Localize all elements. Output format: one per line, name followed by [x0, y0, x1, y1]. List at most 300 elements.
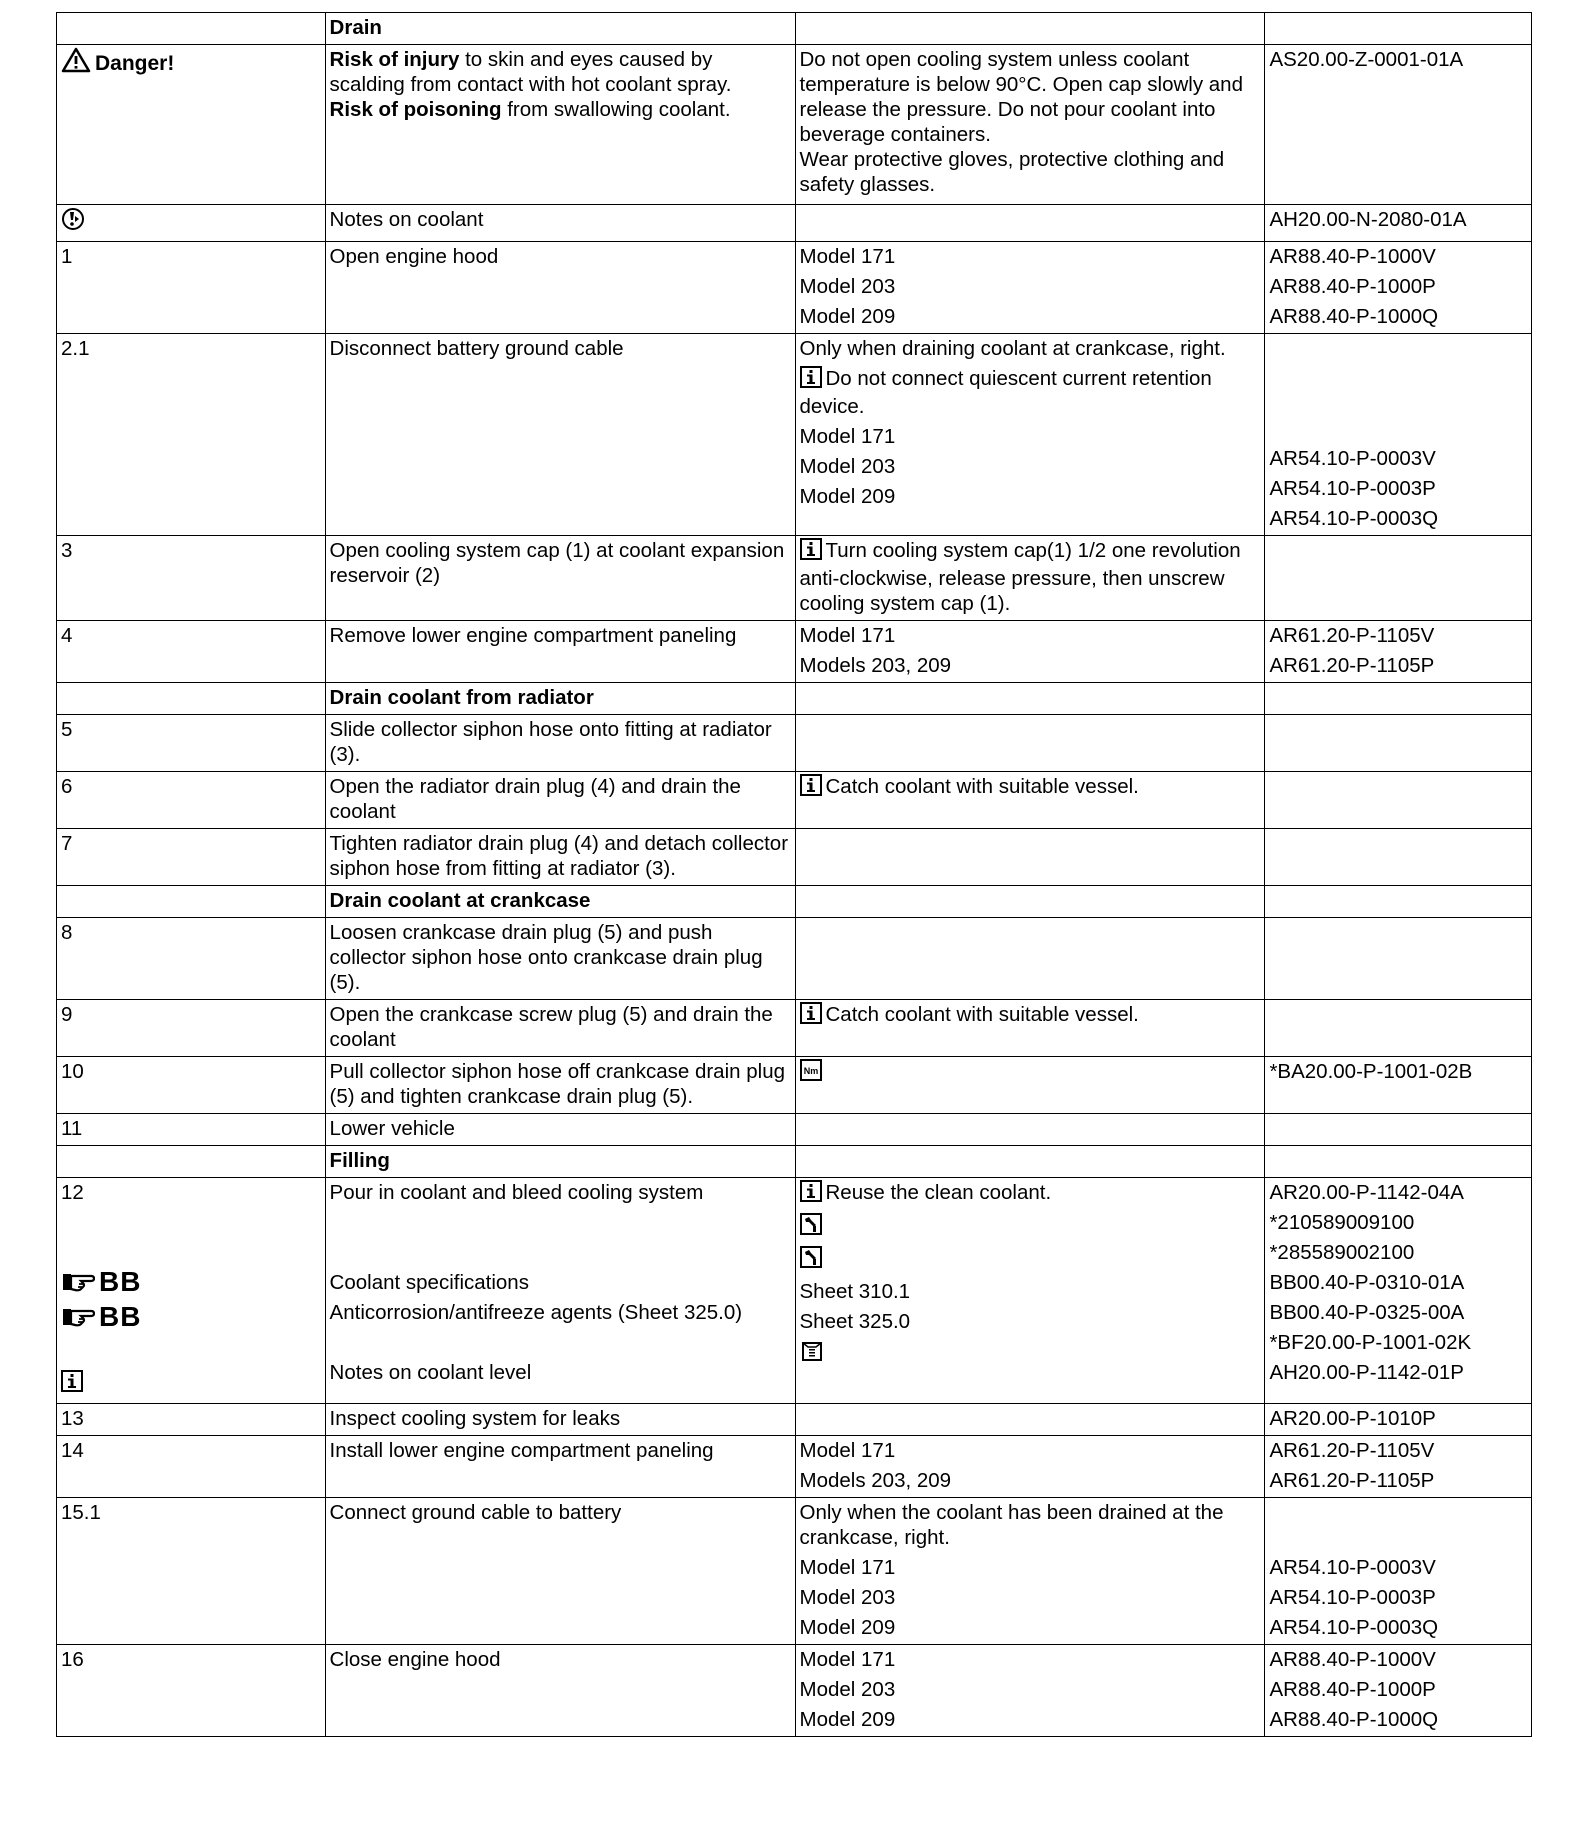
note-line — [800, 1555, 1261, 1580]
step-row — [57, 536, 1532, 621]
note-text: Sheet 325.0 — [799, 1310, 911, 1333]
section-title: Filling — [329, 1149, 390, 1172]
reference-cell — [1265, 242, 1532, 334]
info-icon — [800, 366, 822, 394]
step-number: 9 — [61, 1003, 73, 1026]
note-cell — [795, 829, 1265, 886]
note-text: Model 203 — [799, 275, 896, 298]
step-row — [57, 829, 1532, 886]
note-cell — [795, 205, 1265, 242]
note-line — [800, 623, 1261, 648]
note-line — [800, 1246, 1261, 1274]
reference-line — [1269, 1585, 1527, 1610]
reference-code: AR61.20-P-1105P — [1269, 654, 1435, 677]
note-text: Models 203, 209 — [799, 1469, 952, 1492]
step-row — [57, 1498, 1532, 1645]
note-text: Only when the coolant has been drained at the crankcase, right. — [799, 1501, 1224, 1549]
note-cell — [795, 1178, 1265, 1404]
note-cell — [795, 1645, 1265, 1737]
reference-cell — [1265, 205, 1532, 242]
note-line — [800, 653, 1261, 678]
note-text: Model 171 — [799, 624, 896, 647]
action-cell — [325, 715, 795, 772]
note-line — [800, 1585, 1261, 1610]
section-row — [57, 1146, 1532, 1178]
spacer — [61, 1240, 321, 1265]
reference-cell — [1265, 13, 1532, 45]
step-number-cell — [57, 1114, 326, 1146]
notes-icon — [61, 207, 85, 237]
section-row — [57, 886, 1532, 918]
reference-code: AH20.00-N-2080-01A — [1269, 208, 1467, 231]
note-text: Only when draining coolant at crankcase, right. — [799, 337, 1226, 360]
note-text: Model 171 — [799, 245, 896, 268]
step-action: Tighten radiator drain plug (4) and detach collector siphon hose from fitting at radiator (3). — [329, 832, 789, 880]
step-number: 15.1 — [61, 1501, 101, 1524]
note-line — [800, 336, 1261, 361]
note-line — [800, 244, 1261, 269]
reference-line — [1269, 1210, 1527, 1235]
reference-line — [1269, 1677, 1527, 1702]
step-row — [57, 334, 1532, 536]
risk-poisoning-title: Risk of poisoning — [329, 98, 502, 121]
pointing-hand-icon — [61, 1268, 95, 1300]
reference-line — [1269, 1270, 1527, 1295]
note-cell — [795, 621, 1265, 683]
note-text: Models 203, 209 — [799, 654, 952, 677]
step-number-cell — [57, 918, 326, 1000]
reference-code: AR61.20-P-1105V — [1269, 1439, 1435, 1462]
step-number-cell — [57, 829, 326, 886]
step-number-cell — [57, 536, 326, 621]
spacer — [330, 1240, 791, 1265]
reference-cell — [1265, 683, 1532, 715]
step-action: Lower vehicle — [329, 1117, 455, 1140]
note-text: Model 171 — [799, 1648, 896, 1671]
note-cell — [795, 242, 1265, 334]
step-action: Open cooling system cap (1) at coolant expansion reservoir (2) — [329, 539, 785, 587]
risk-cell — [325, 45, 795, 205]
note-line — [800, 484, 1261, 509]
step-row — [57, 1404, 1532, 1436]
note-cell — [795, 1000, 1265, 1057]
sub-action: Coolant specifications — [329, 1271, 529, 1294]
step-row — [57, 1645, 1532, 1737]
note-text: Model 209 — [799, 1708, 896, 1731]
sub-marker — [61, 1267, 321, 1300]
reference-line — [1269, 1438, 1527, 1463]
reference-cell — [1265, 1498, 1532, 1645]
note-line — [800, 1468, 1261, 1493]
reference-code: AR61.20-P-1105V — [1269, 624, 1435, 647]
note-line — [800, 1309, 1261, 1334]
section-row — [57, 13, 1532, 45]
note-line — [800, 1002, 1261, 1030]
reference-code: AR88.40-P-1000Q — [1269, 305, 1439, 328]
reference-line — [1269, 391, 1527, 441]
sub-action: Anticorrosion/antifreeze agents (Sheet 325.0) — [329, 1301, 743, 1324]
reference-line — [1269, 1002, 1527, 1027]
note-text: Model 203 — [799, 1586, 896, 1609]
danger-note-ppe: Wear protective gloves, protective clothing and safety glasses. — [799, 148, 1225, 196]
step-number-cell — [57, 205, 326, 242]
info-icon — [800, 1002, 822, 1030]
reference-code: AS20.00-Z-0001-01A — [1269, 48, 1464, 71]
spacer — [330, 1210, 791, 1235]
action-cell — [325, 772, 795, 829]
note-cell — [795, 45, 1265, 205]
reference-cell — [1265, 1178, 1532, 1404]
step-row — [57, 1436, 1532, 1498]
note-cell — [795, 1404, 1265, 1436]
step-action: Pour in coolant and bleed cooling system — [329, 1181, 704, 1204]
reference-code: AR61.20-P-1105P — [1269, 1469, 1435, 1492]
action-cell — [325, 829, 795, 886]
step-number-cell — [57, 1498, 326, 1645]
sub-action-line — [330, 1270, 791, 1295]
reference-code: AR54.10-P-0003Q — [1269, 1616, 1439, 1639]
note-line — [800, 274, 1261, 299]
note-line — [800, 1059, 1261, 1087]
reference-line — [1269, 207, 1527, 232]
reference-line — [1269, 623, 1527, 648]
step-number-cell — [57, 334, 326, 536]
reference-line — [1269, 304, 1527, 329]
step-action: Pull collector siphon hose off crankcase drain plug (5) and tighten crankcase drain plug (5). — [329, 1060, 785, 1108]
reference-cell — [1265, 1146, 1532, 1178]
step-action: Inspect cooling system for leaks — [329, 1407, 621, 1430]
reference-cell — [1265, 1645, 1532, 1737]
reference-line — [1269, 1300, 1527, 1325]
reference-line — [1269, 1615, 1527, 1640]
reference-cell — [1265, 918, 1532, 1000]
reference-line — [1269, 653, 1527, 678]
reference-line — [1269, 1330, 1527, 1355]
danger-cell — [57, 45, 326, 205]
reference-line — [1269, 1406, 1527, 1431]
step-action: Close engine hood — [329, 1648, 501, 1671]
step-number: 11 — [61, 1117, 83, 1140]
step-number: 10 — [61, 1060, 84, 1083]
reference-code: AR54.10-P-0003V — [1269, 447, 1436, 470]
step-number: 5 — [61, 718, 73, 741]
reference-code: AR54.10-P-0003V — [1269, 1556, 1436, 1579]
note-cell — [795, 1146, 1265, 1178]
risk-injury-title: Risk of injury — [329, 48, 460, 71]
step-number: 12 — [61, 1181, 84, 1204]
section-title-cell — [325, 886, 795, 918]
step-row — [57, 205, 1532, 242]
bb-tag: BB — [99, 1266, 142, 1297]
reference-code: AR88.40-P-1000V — [1269, 245, 1436, 268]
note-text: Model 209 — [799, 1616, 896, 1639]
step-action: Connect ground cable to battery — [329, 1501, 622, 1524]
reference-line — [1269, 1360, 1527, 1385]
action-cell — [325, 1057, 795, 1114]
note-line — [800, 1677, 1261, 1702]
step-number-cell — [57, 621, 326, 683]
step-action: Open engine hood — [329, 245, 499, 268]
reference-line — [1269, 774, 1527, 799]
reference-line — [1269, 1500, 1527, 1550]
note-line — [800, 1213, 1261, 1241]
section-title: Drain coolant at crankcase — [329, 889, 591, 912]
reference-line — [1269, 244, 1527, 269]
step-row — [57, 715, 1532, 772]
step-number-cell — [57, 1645, 326, 1737]
section-title: Drain — [329, 16, 382, 39]
note-line — [800, 1339, 1261, 1369]
reference-code: AR20.00-P-1010P — [1269, 1407, 1436, 1430]
reference-cell — [1265, 772, 1532, 829]
reference-code: AR20.00-P-1142-04A — [1269, 1181, 1464, 1204]
reference-line — [1269, 476, 1527, 501]
danger-note: Do not open cooling system unless coolant temperature is below 90°C. Open cap slowly and release the pressure. Do not pour coolant into beverage containers. — [799, 48, 1243, 146]
note-text: Reuse the clean coolant. — [825, 1181, 1052, 1204]
note-text: Do not connect quiescent current retention device. — [799, 367, 1212, 418]
reference-code: *BA20.00-P-1001-02B — [1269, 1060, 1473, 1083]
action-cell — [325, 1178, 795, 1404]
step-number-cell — [57, 886, 326, 918]
note-cell — [795, 1436, 1265, 1498]
reference-line — [1269, 1240, 1527, 1265]
note-cell — [795, 536, 1265, 621]
step-number: 7 — [61, 832, 73, 855]
step-row — [57, 621, 1532, 683]
note-line — [800, 1615, 1261, 1640]
note-line — [800, 1500, 1261, 1550]
step-action: Install lower engine compartment paneling — [329, 1439, 714, 1462]
note-cell — [795, 1057, 1265, 1114]
reference-code: AR54.10-P-0003Q — [1269, 507, 1439, 530]
tool-icon — [800, 1213, 822, 1241]
step-action: Remove lower engine compartment paneling — [329, 624, 737, 647]
note-line — [800, 207, 1261, 232]
procedure-table — [56, 12, 1532, 1737]
sub-action-line — [330, 1360, 791, 1385]
action-cell — [325, 242, 795, 334]
spacer — [61, 1210, 321, 1235]
risk-poisoning-text: from swallowing coolant. — [507, 98, 731, 121]
reference-code: BB00.40-P-0310-01A — [1269, 1271, 1465, 1294]
note-line — [800, 1374, 1261, 1399]
note-line — [800, 366, 1261, 419]
info-icon — [800, 1180, 822, 1208]
step-number-cell — [57, 242, 326, 334]
svg-text:Nm: Nm — [803, 1066, 818, 1076]
step-number: 14 — [61, 1439, 84, 1462]
note-line — [800, 1707, 1261, 1732]
section-row — [57, 683, 1532, 715]
sub-marker — [61, 1340, 321, 1365]
step-number-cell — [57, 1057, 326, 1114]
risk-injury — [330, 47, 791, 97]
note-cell — [795, 1498, 1265, 1645]
reference-cell — [1265, 715, 1532, 772]
step-action: Loosen crankcase drain plug (5) and push collector siphon hose onto crankcase drain plug (5). — [329, 921, 763, 994]
step-number-cell — [57, 683, 326, 715]
reference-cell — [1265, 536, 1532, 621]
pointing-hand-icon — [61, 1303, 95, 1335]
note-text: Model 171 — [799, 425, 896, 448]
tool-icon — [800, 1246, 822, 1274]
sub-action-line — [330, 1330, 791, 1355]
sub-marker — [61, 1302, 321, 1335]
action-cell — [325, 334, 795, 536]
note-line — [800, 424, 1261, 449]
reference-cell — [1265, 621, 1532, 683]
reference-cell — [1265, 45, 1532, 205]
warning-icon — [61, 47, 91, 79]
torque-icon — [800, 1059, 822, 1087]
action-cell — [325, 1498, 795, 1645]
reference-code: AR88.40-P-1000P — [1269, 275, 1436, 298]
reference-code: *BF20.00-P-1001-02K — [1269, 1331, 1472, 1354]
reference-line — [1269, 1555, 1527, 1580]
step-number-cell — [57, 1404, 326, 1436]
action-cell — [325, 918, 795, 1000]
step-action: Slide collector siphon hose onto fitting at radiator (3). — [329, 718, 772, 766]
danger-label: Danger! — [95, 52, 175, 75]
note-cell — [795, 13, 1265, 45]
reference-line — [1269, 506, 1527, 531]
step-row — [57, 1114, 1532, 1146]
reference-line — [1269, 446, 1527, 471]
step-number: 8 — [61, 921, 73, 944]
note-text: Turn cooling system cap(1) 1/2 one revolution anti-clockwise, release pressure, then unscrew cooling system cap (1). — [799, 539, 1241, 615]
info-icon — [800, 774, 822, 802]
step-number: 1 — [61, 245, 73, 268]
reference-line — [1269, 336, 1527, 386]
reference-code: AR54.10-P-0003P — [1269, 477, 1436, 500]
note-line — [800, 774, 1261, 802]
note-line — [800, 1647, 1261, 1672]
reference-code: BB00.40-P-0325-00A — [1269, 1301, 1465, 1324]
action-cell — [325, 621, 795, 683]
sub-action-line — [330, 1300, 791, 1325]
reference-cell — [1265, 334, 1532, 536]
step-number-cell — [57, 13, 326, 45]
sub-marker — [61, 1370, 321, 1398]
step-number: 6 — [61, 775, 73, 798]
reference-cell — [1265, 1436, 1532, 1498]
note-cell — [795, 334, 1265, 536]
note-cell — [795, 886, 1265, 918]
info-icon — [61, 1370, 83, 1398]
sub-action: Notes on coolant level — [329, 1361, 532, 1384]
action-cell — [325, 1404, 795, 1436]
step-number: 4 — [61, 624, 73, 647]
action-cell — [325, 1645, 795, 1737]
reference-code: AR88.40-P-1000V — [1269, 1648, 1436, 1671]
reference-line — [1269, 1059, 1527, 1084]
note-line — [800, 1406, 1261, 1431]
note-cell — [795, 683, 1265, 715]
step-action: Disconnect battery ground cable — [329, 337, 624, 360]
note-text: Sheet 310.1 — [799, 1280, 911, 1303]
note-text: Model 171 — [799, 1439, 896, 1462]
step-row — [57, 242, 1532, 334]
bb-tag: BB — [99, 1301, 142, 1332]
reference-code: AR54.10-P-0003P — [1269, 1586, 1436, 1609]
note-line — [800, 304, 1261, 329]
step-row — [57, 918, 1532, 1000]
reference-cell — [1265, 1114, 1532, 1146]
reference-code: AR88.40-P-1000Q — [1269, 1708, 1439, 1731]
action-cell — [325, 1436, 795, 1498]
note-line — [800, 1279, 1261, 1304]
action-cell — [325, 1000, 795, 1057]
note-cell — [795, 715, 1265, 772]
action-cell — [325, 1114, 795, 1146]
note-text: Model 203 — [799, 1678, 896, 1701]
step-action: Open the radiator drain plug (4) and drain the coolant — [329, 775, 741, 823]
step-number: 2.1 — [61, 337, 90, 360]
reference-cell — [1265, 829, 1532, 886]
note-text: Catch coolant with suitable vessel. — [825, 775, 1139, 798]
action-cell — [325, 205, 795, 242]
step-number-cell — [57, 1436, 326, 1498]
reference-code: AR88.40-P-1000P — [1269, 1678, 1436, 1701]
step-number: 16 — [61, 1648, 84, 1671]
note-text: Model 171 — [799, 1556, 896, 1579]
capacity-icon — [800, 1339, 824, 1369]
note-line — [800, 454, 1261, 479]
step-action: Notes on coolant — [329, 208, 484, 231]
risk-injury-text: to skin and eyes caused by scalding from contact with hot coolant spray. — [329, 48, 732, 96]
reference-line — [1269, 1647, 1527, 1672]
step-number-cell — [57, 1000, 326, 1057]
step-number: 3 — [61, 539, 73, 562]
note-text: Model 209 — [799, 305, 896, 328]
section-title-cell — [325, 13, 795, 45]
info-icon — [800, 538, 822, 566]
note-line — [800, 1180, 1261, 1208]
action-cell — [325, 536, 795, 621]
reference-code: *285589002100 — [1269, 1241, 1415, 1264]
step-number: 13 — [61, 1407, 84, 1430]
reference-cell — [1265, 886, 1532, 918]
section-title: Drain coolant from radiator — [329, 686, 594, 709]
step-row — [57, 772, 1532, 829]
reference-line — [1269, 1468, 1527, 1493]
reference-line — [1269, 274, 1527, 299]
step-number-cell — [57, 772, 326, 829]
note-text: Catch coolant with suitable vessel. — [825, 1003, 1139, 1026]
step-row — [57, 1057, 1532, 1114]
note-cell — [795, 918, 1265, 1000]
note-line — [800, 1438, 1261, 1463]
reference-code: *210589009100 — [1269, 1211, 1415, 1234]
section-title-cell — [325, 683, 795, 715]
step-row — [57, 45, 1532, 205]
step-number-cell — [57, 1146, 326, 1178]
step-number-cell — [57, 1178, 326, 1404]
note-cell — [795, 772, 1265, 829]
reference-line — [1269, 1707, 1527, 1732]
step-row — [57, 1178, 1532, 1404]
reference-line — [1269, 1180, 1527, 1205]
reference-code: AH20.00-P-1142-01P — [1269, 1361, 1464, 1384]
risk-poisoning — [330, 97, 791, 122]
note-text: Model 209 — [799, 485, 896, 508]
section-title-cell — [325, 1146, 795, 1178]
reference-line — [1269, 538, 1527, 613]
step-action: Open the crankcase screw plug (5) and drain the coolant — [329, 1003, 773, 1051]
step-number-cell — [57, 715, 326, 772]
reference-cell — [1265, 1057, 1532, 1114]
note-cell — [795, 1114, 1265, 1146]
